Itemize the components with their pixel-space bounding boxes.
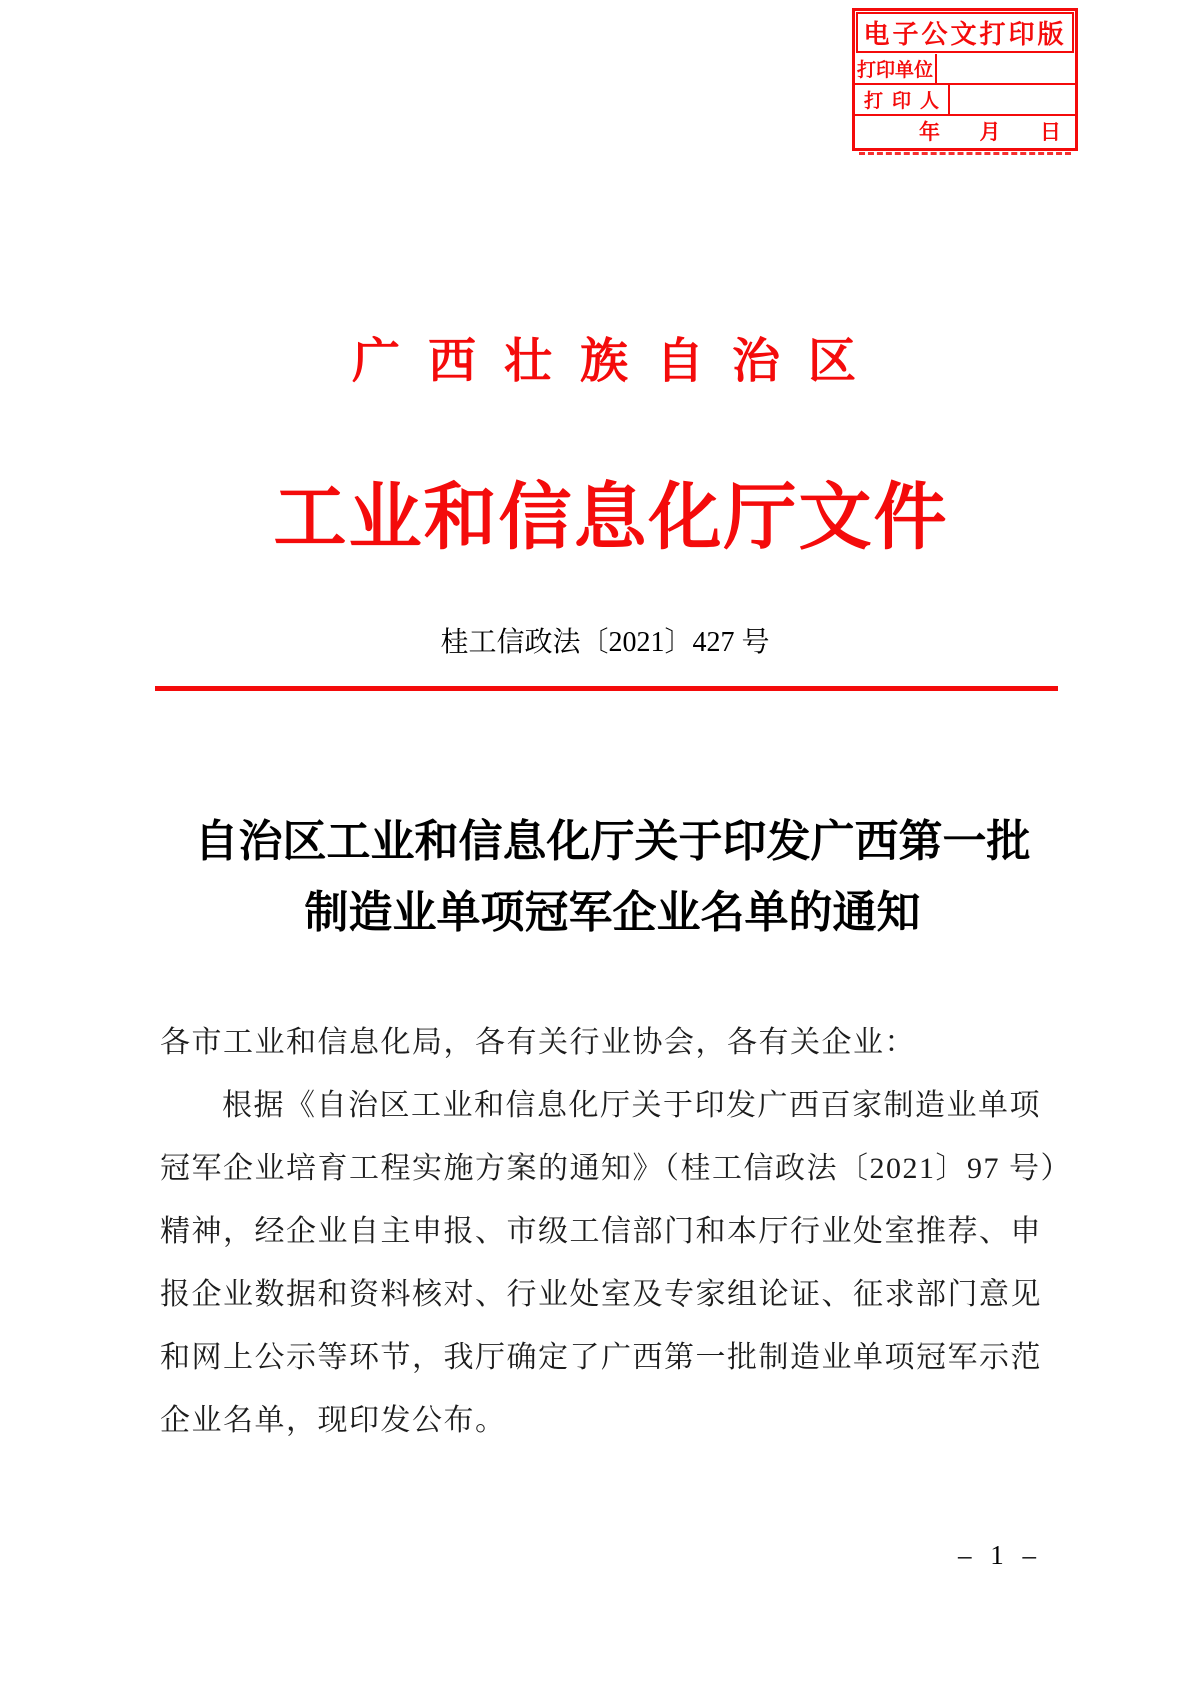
body-line: 冠军企业培育工程实施方案的通知》（桂工信政法〔2021〕97 号） — [160, 1152, 1072, 1185]
print-info-box — [852, 8, 1078, 151]
red-separator-line — [155, 686, 1058, 691]
page-number: – 1 – — [958, 1540, 1042, 1570]
date-month-label: 月 — [979, 120, 1001, 144]
document-body — [160, 1011, 1072, 1452]
body-line: 根据《自治区工业和信息化厅关于印发广西百家制造业单项 — [222, 1089, 1041, 1122]
document-title-line-1: 自治区工业和信息化厅关于印发广西第一批 — [194, 817, 1031, 866]
print-unit-label: 打印单位 — [855, 54, 937, 83]
print-unit-field — [937, 54, 1075, 83]
print-box-title: 电子公文打印版 — [856, 12, 1074, 53]
salutation-line: 各市工业和信息化局，各有关行业协会，各有关企业： — [160, 1026, 916, 1059]
body-line: 企业名单，现印发公布。 — [160, 1404, 507, 1437]
region-name: 广西壮族自治区 — [351, 335, 884, 388]
document-title — [0, 806, 1200, 948]
body-line: 报企业数据和资料核对、行业处室及专家组论证、征求部门意见 — [160, 1278, 1042, 1311]
print-date-row — [855, 116, 1075, 148]
body-line: 和网上公示等环节，我厅确定了广西第一批制造业单项冠军示范 — [160, 1341, 1042, 1374]
print-unit-row — [855, 54, 1075, 85]
issuing-org-title: 工业和信息化厅文件 — [273, 477, 949, 558]
printer-row — [855, 85, 1075, 116]
document-title-line-2: 制造业单项冠军企业名单的通知 — [304, 888, 921, 937]
body-line: 精神，经企业自主申报、市级工信部门和本厅行业处室推荐、申 — [160, 1215, 1042, 1248]
date-year-label: 年 — [919, 120, 940, 144]
date-day-label: 日 — [1040, 120, 1061, 144]
printer-field — [950, 85, 1075, 114]
document-reference-number: 桂工信政法〔2021〕427 号 — [440, 627, 770, 658]
printer-label: 打印人 — [855, 85, 950, 114]
